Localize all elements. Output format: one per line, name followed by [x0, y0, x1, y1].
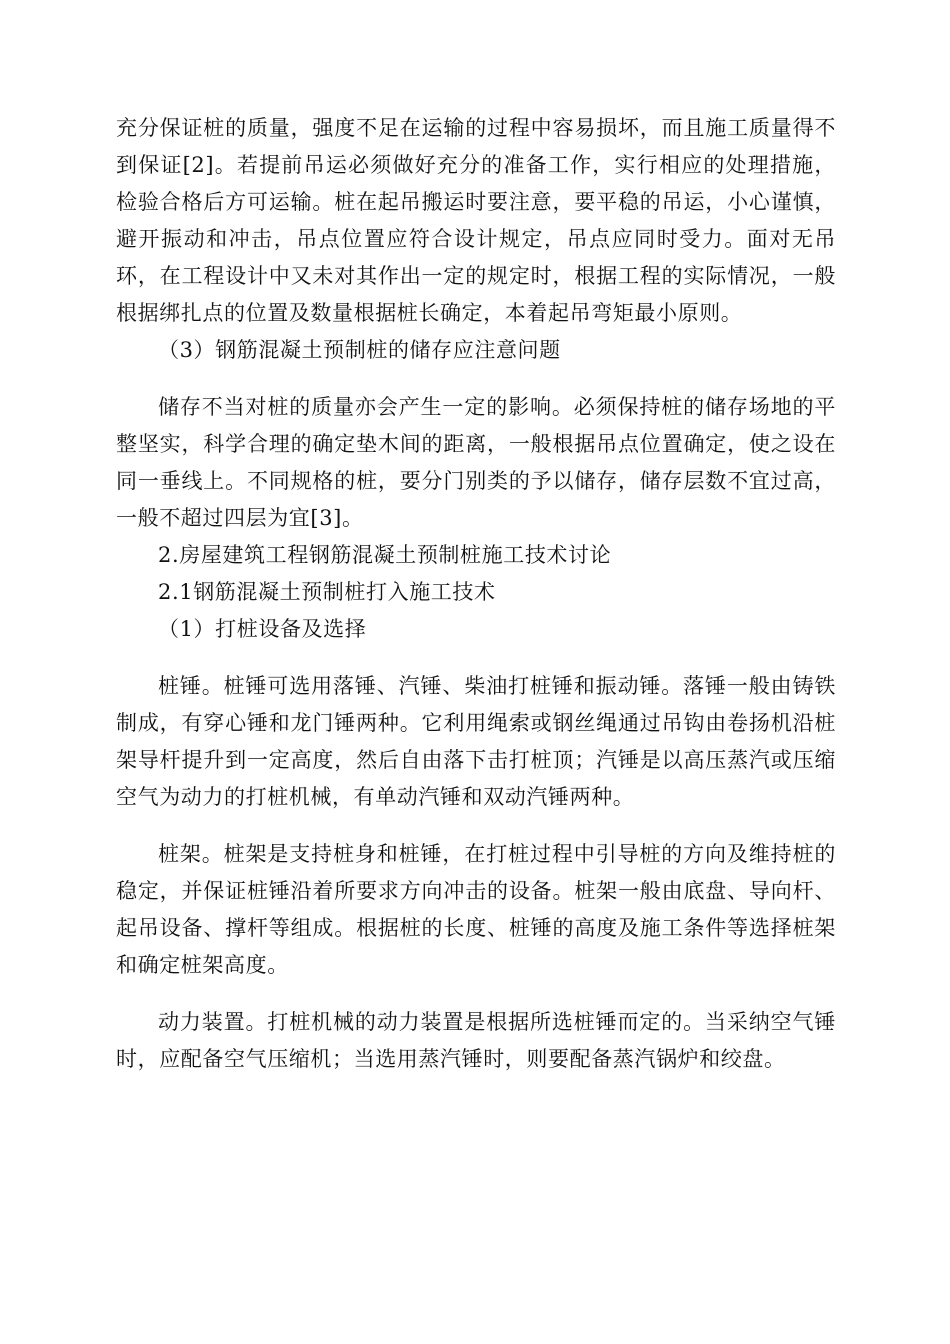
paragraph-power-unit: 动力装置。打桩机械的动力装置是根据所选桩锤而定的。当采纳空气锤时，应配备空气压缩机；当选用蒸汽锤时，则要配备蒸汽锅炉和绞盘。	[116, 1010, 836, 1071]
document-page	[116, 110, 836, 1078]
heading-pile-storage: （3）钢筋混凝土预制桩的储存应注意问题	[158, 338, 561, 362]
paragraph-pile-hammer: 桩锤。桩锤可选用落锤、汽锤、柴油打桩锤和振动锤。落锤一般由铸铁制成，有穿心锤和龙门锤两种。它利用绳索或钢丝绳通过吊钩由卷扬机沿桩架导杆提升到一定高度，然后自由落下击打桩顶；汽锤是以高压蒸汽或压缩空气为动力的打桩机械，有单动汽锤和双动汽锤两种。	[116, 674, 836, 809]
heading-section-2-1: 2.1钢筋混凝土预制桩打入施工技术	[158, 580, 496, 604]
heading-section-2: 2.房屋建筑工程钢筋混凝土预制桩施工技术讨论	[158, 543, 612, 567]
paragraph-pile-lifting: 充分保证桩的质量，强度不足在运输的过程中容易损坏，而且施工质量得不到保证[2]。若提前吊运必须做好充分的准备工作，实行相应的处理措施，检验合格后方可运输。桩在起吊搬运时要注意，要平稳的吊运，小心谨慎，避开振动和冲击，吊点位置应符合设计规定，吊点应同时受力。面对无吊环，在工程设计中又未对其作出一定的规定时，根据工程的实际情况，一般根据绑扎点的位置及数量根据桩长确定，本着起吊弯矩最小原则。	[116, 116, 836, 325]
paragraph-pile-frame: 桩架。桩架是支持桩身和桩锤，在打桩过程中引导桩的方向及维持桩的稳定，并保证桩锤沿着所要求方向冲击的设备。桩架一般由底盘、导向杆、起吊设备、撑杆等组成。根据桩的长度、桩锤的高度及施工条件等选择桩架和确定桩架高度。	[116, 842, 836, 977]
heading-pile-equipment: （1）打桩设备及选择	[158, 617, 367, 641]
paragraph-pile-storage: 储存不当对桩的质量亦会产生一定的影响。必须保持桩的储存场地的平整坚实，科学合理的确定垫木间的距离，一般根据吊点位置确定，使之设在同一垂线上。不同规格的桩，要分门别类的予以储存，储存层数不宜过高，一般不超过四层为宜[3]。	[116, 395, 836, 530]
